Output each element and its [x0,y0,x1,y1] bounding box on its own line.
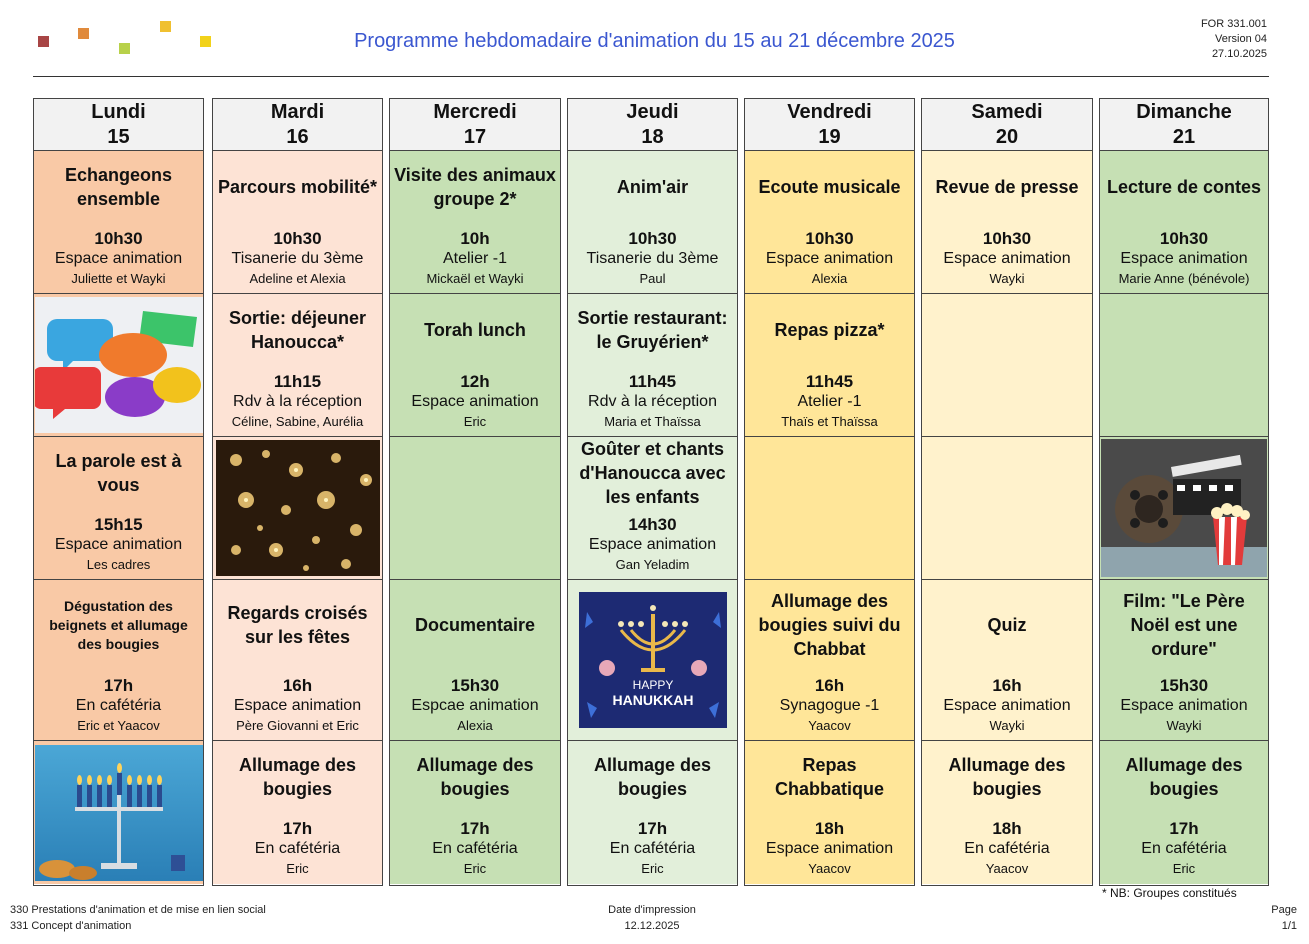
event-hosts: Yaacov [808,718,851,733]
event-title: Ecoute musicale [758,177,901,197]
day-name: Jeudi [626,101,679,123]
happy-hanukkah-card [568,580,737,740]
day-column-dimanche [1099,98,1269,886]
event-hosts: Wayki [989,271,1025,286]
day-header [922,99,1092,151]
event-time: 17h [460,819,490,838]
event-title: Parcours mobilité* [217,177,378,197]
day-name: Samedi [971,101,1043,123]
event-hosts: Céline, Sabine, Aurélia [231,414,364,429]
event-location: Atelier -1 [797,393,862,410]
event-title: Torah lunch [424,320,526,340]
day-number: 17 [463,126,487,148]
day-header [213,99,382,151]
event-hosts: Wayki [989,718,1025,733]
event-hosts: Adeline et Alexia [249,271,346,286]
day-header [390,99,560,151]
schedule-cell [34,151,203,294]
note-groups: * NB: Groupes constitués [1102,886,1237,900]
event-hosts: Eric [641,861,664,876]
day-number: 15 [107,126,130,148]
event-time: 17h [103,676,134,695]
event-title: Repas pizza* [774,320,885,340]
footer-page-label: Page [1271,904,1297,916]
footer-left [10,902,266,934]
day-name: Vendredi [787,101,872,123]
event-hosts: Maria et Thaïssa [604,414,701,429]
event-time: 15h15 [94,515,143,534]
event-title: Allumage des bougies [593,755,712,799]
event-hosts: Thaïs et Thaïssa [781,414,878,429]
cinema-popcorn-photo [1100,437,1268,579]
event-hosts: Eric [1172,861,1196,876]
event-location: Tisanerie du 3ème [586,250,719,267]
event-hosts: Gan Yeladim [615,557,690,572]
schedule-cell [745,294,914,437]
event-time: 16h [282,676,313,695]
day-column-jeudi [567,98,738,886]
footer-concept: 331 Concept d'animation [10,920,132,932]
schedule-cell [390,294,560,437]
footer-service: 330 Prestations d'animation et de mise en lien social [10,904,266,916]
event-location: Synagogue -1 [779,697,880,714]
day-column-mardi [212,98,383,886]
event-time: 10h30 [982,229,1032,248]
event-title: Anim'air [616,177,689,197]
day-number: 21 [1172,126,1196,148]
day-name: Dimanche [1136,101,1232,123]
event-location: Espace animation [411,393,539,410]
doc-reference: FOR 331.001 [1200,18,1267,30]
schedule-cell [213,741,382,884]
event-location: En cafétéria [432,840,518,857]
page-title: Programme hebdomadaire d'animation du 15 au 21 décembre 2025 [354,30,955,52]
event-location: Espace animation [233,697,362,714]
event-location: Espace animation [588,536,717,553]
day-number: 18 [641,126,664,148]
schedule-cell [1100,741,1268,884]
day-column-samedi [921,98,1093,886]
day-number: 19 [818,126,841,148]
event-time: 14h30 [628,515,677,534]
empty-schedule-cell [745,437,914,580]
card-happy-text: HAPPY [632,678,673,692]
event-title: Regards croisés sur les fêtes [227,603,368,647]
schedule-cell [390,580,560,741]
empty-schedule-cell [1100,294,1268,437]
event-location: Espace animation [54,536,183,553]
event-location: Espace animation [943,250,1071,267]
schedule-cell [213,437,382,580]
event-location: En cafétéria [75,697,162,714]
event-time: 10h30 [628,229,677,248]
event-hosts: Juliette et Wayki [71,271,166,286]
event-time: 15h30 [1159,676,1209,695]
event-title: Allumage des bougies [238,755,357,799]
day-name: Mercredi [433,101,517,123]
event-location: En cafétéria [609,840,696,857]
event-hosts: Yaacov [808,861,851,876]
event-location: Rdv à la réception [588,393,717,410]
day-number: 20 [995,126,1019,148]
schedule-cell [745,580,914,741]
empty-schedule-cell [922,294,1092,437]
day-column-mercredi [389,98,561,886]
event-time: 10h30 [273,229,322,248]
event-title: Film: "Le Père Noël est une ordure" [1123,591,1245,659]
footer-print-date: 12.12.2025 [624,920,680,932]
doc-version: Version 04 [1215,33,1267,45]
event-time: 11h15 [273,372,322,391]
event-hosts: Alexia [811,271,848,286]
day-number: 16 [286,126,309,148]
event-time: 11h45 [628,372,677,391]
event-title: Dégustation des beignets et allumage des bougies [49,597,188,652]
schedule-cell [34,580,203,741]
schedule-cell [390,151,560,294]
day-header [745,99,914,151]
event-location: Espcae animation [411,697,539,714]
event-title: Allumage des bougies [948,755,1066,799]
schedule-cell [34,437,203,580]
schedule-cell [568,580,737,741]
event-title: Allumage des bougies [416,755,534,799]
schedule-cell [213,151,382,294]
event-time: 10h30 [94,229,143,248]
event-hosts: Eric [463,414,487,429]
menorah-photo [34,741,203,884]
event-location: Espace animation [1120,250,1248,267]
schedule-cell [34,741,203,884]
event-location: Espace animation [1120,697,1248,714]
day-name: Lundi [91,101,146,123]
schedule-cell [568,437,737,580]
event-hosts: Eric [286,861,309,876]
event-title: Lecture de contes [1106,177,1262,197]
event-hosts: Marie Anne (bénévole) [1118,271,1250,286]
schedule-cell [390,741,560,884]
schedule-cell [568,741,737,884]
empty-schedule-cell [390,437,560,580]
event-hosts: Yaacov [985,861,1029,876]
event-location: Tisanerie du 3ème [231,250,364,267]
event-time: 17h [1169,819,1199,838]
event-time: 17h [637,819,668,838]
schedule-cell [745,151,914,294]
event-location: Espace animation [54,250,183,267]
event-hosts: Mickaël et Wayki [426,271,524,286]
schedule-cell [1100,151,1268,294]
event-title: Goûter et chants d'Hanoucca avec les enfants [579,439,726,507]
event-hosts: Wayki [1166,718,1202,733]
footer-center [552,902,752,934]
event-hosts: Alexia [457,718,493,733]
event-hosts: Eric et Yaacov [77,718,160,733]
schedule-cell [568,151,737,294]
event-location: En cafétéria [254,840,341,857]
day-header [34,99,203,151]
schedule-cell [568,294,737,437]
schedule-cell [213,294,382,437]
event-title: Repas Chabbatique [774,755,884,799]
footer-page-number: 1/1 [1281,920,1297,932]
card-hanukkah-text: HANUKKAH [612,692,693,708]
event-hosts: Les cadres [86,557,151,572]
schedule-cell [1100,580,1268,741]
footer-right [1271,902,1297,934]
golden-lights-photo [213,437,382,579]
event-time: 16h [992,676,1022,695]
event-location: Espace animation [765,840,894,857]
event-time: 18h [992,819,1022,838]
event-hosts: Paul [639,271,666,286]
event-location: En cafétéria [964,840,1050,857]
event-time: 12h [460,372,490,391]
document-meta [1201,17,1267,62]
event-title: Revue de presse [935,177,1079,197]
speech-bubbles-photo [34,294,203,436]
event-time: 10h30 [1159,229,1209,248]
title-divider [33,76,1269,77]
event-title: Allumage des bougies [1125,755,1243,799]
event-location: Espace animation [765,250,894,267]
day-name: Mardi [270,101,325,123]
event-title: Quiz [987,615,1027,635]
event-hosts: Eric [463,861,487,876]
event-time: 10h30 [805,229,854,248]
event-location: En cafétéria [1141,840,1227,857]
schedule-cell [922,580,1092,741]
empty-schedule-cell [922,437,1092,580]
event-title: Documentaire [414,615,536,635]
event-time: 16h [814,676,845,695]
event-time: 11h45 [805,372,854,391]
day-header [568,99,737,151]
event-location: Rdv à la réception [233,393,362,410]
event-time: 18h [814,819,845,838]
footer-print-label: Date d'impression [608,904,696,916]
event-location: Atelier -1 [442,250,508,267]
schedule-cell [34,294,203,437]
event-time: 15h30 [450,676,500,695]
event-hosts: Père Giovanni et Eric [236,718,359,733]
event-title: Visite des animaux groupe 2* [394,165,556,209]
event-title: Sortie: déjeuner Hanoucca* [228,308,367,352]
schedule-cell [922,151,1092,294]
schedule-cell [745,741,914,884]
event-title: Sortie restaurant: le Gruyérien* [577,308,728,352]
schedule-cell [1100,437,1268,580]
schedule-cell [213,580,382,741]
event-title: La parole est à vous [55,451,182,495]
event-title: Allumage des bougies suivi du Chabbat [758,591,901,659]
event-time: 17h [282,819,313,838]
event-time: 10h [460,229,490,248]
day-column-vendredi [744,98,915,886]
day-header [1100,99,1268,151]
doc-date: 27.10.2025 [1211,48,1267,60]
event-title: Echangeons ensemble [64,165,173,209]
event-location: Espace animation [943,697,1071,714]
day-column-lundi [33,98,204,886]
schedule-cell [922,741,1092,884]
